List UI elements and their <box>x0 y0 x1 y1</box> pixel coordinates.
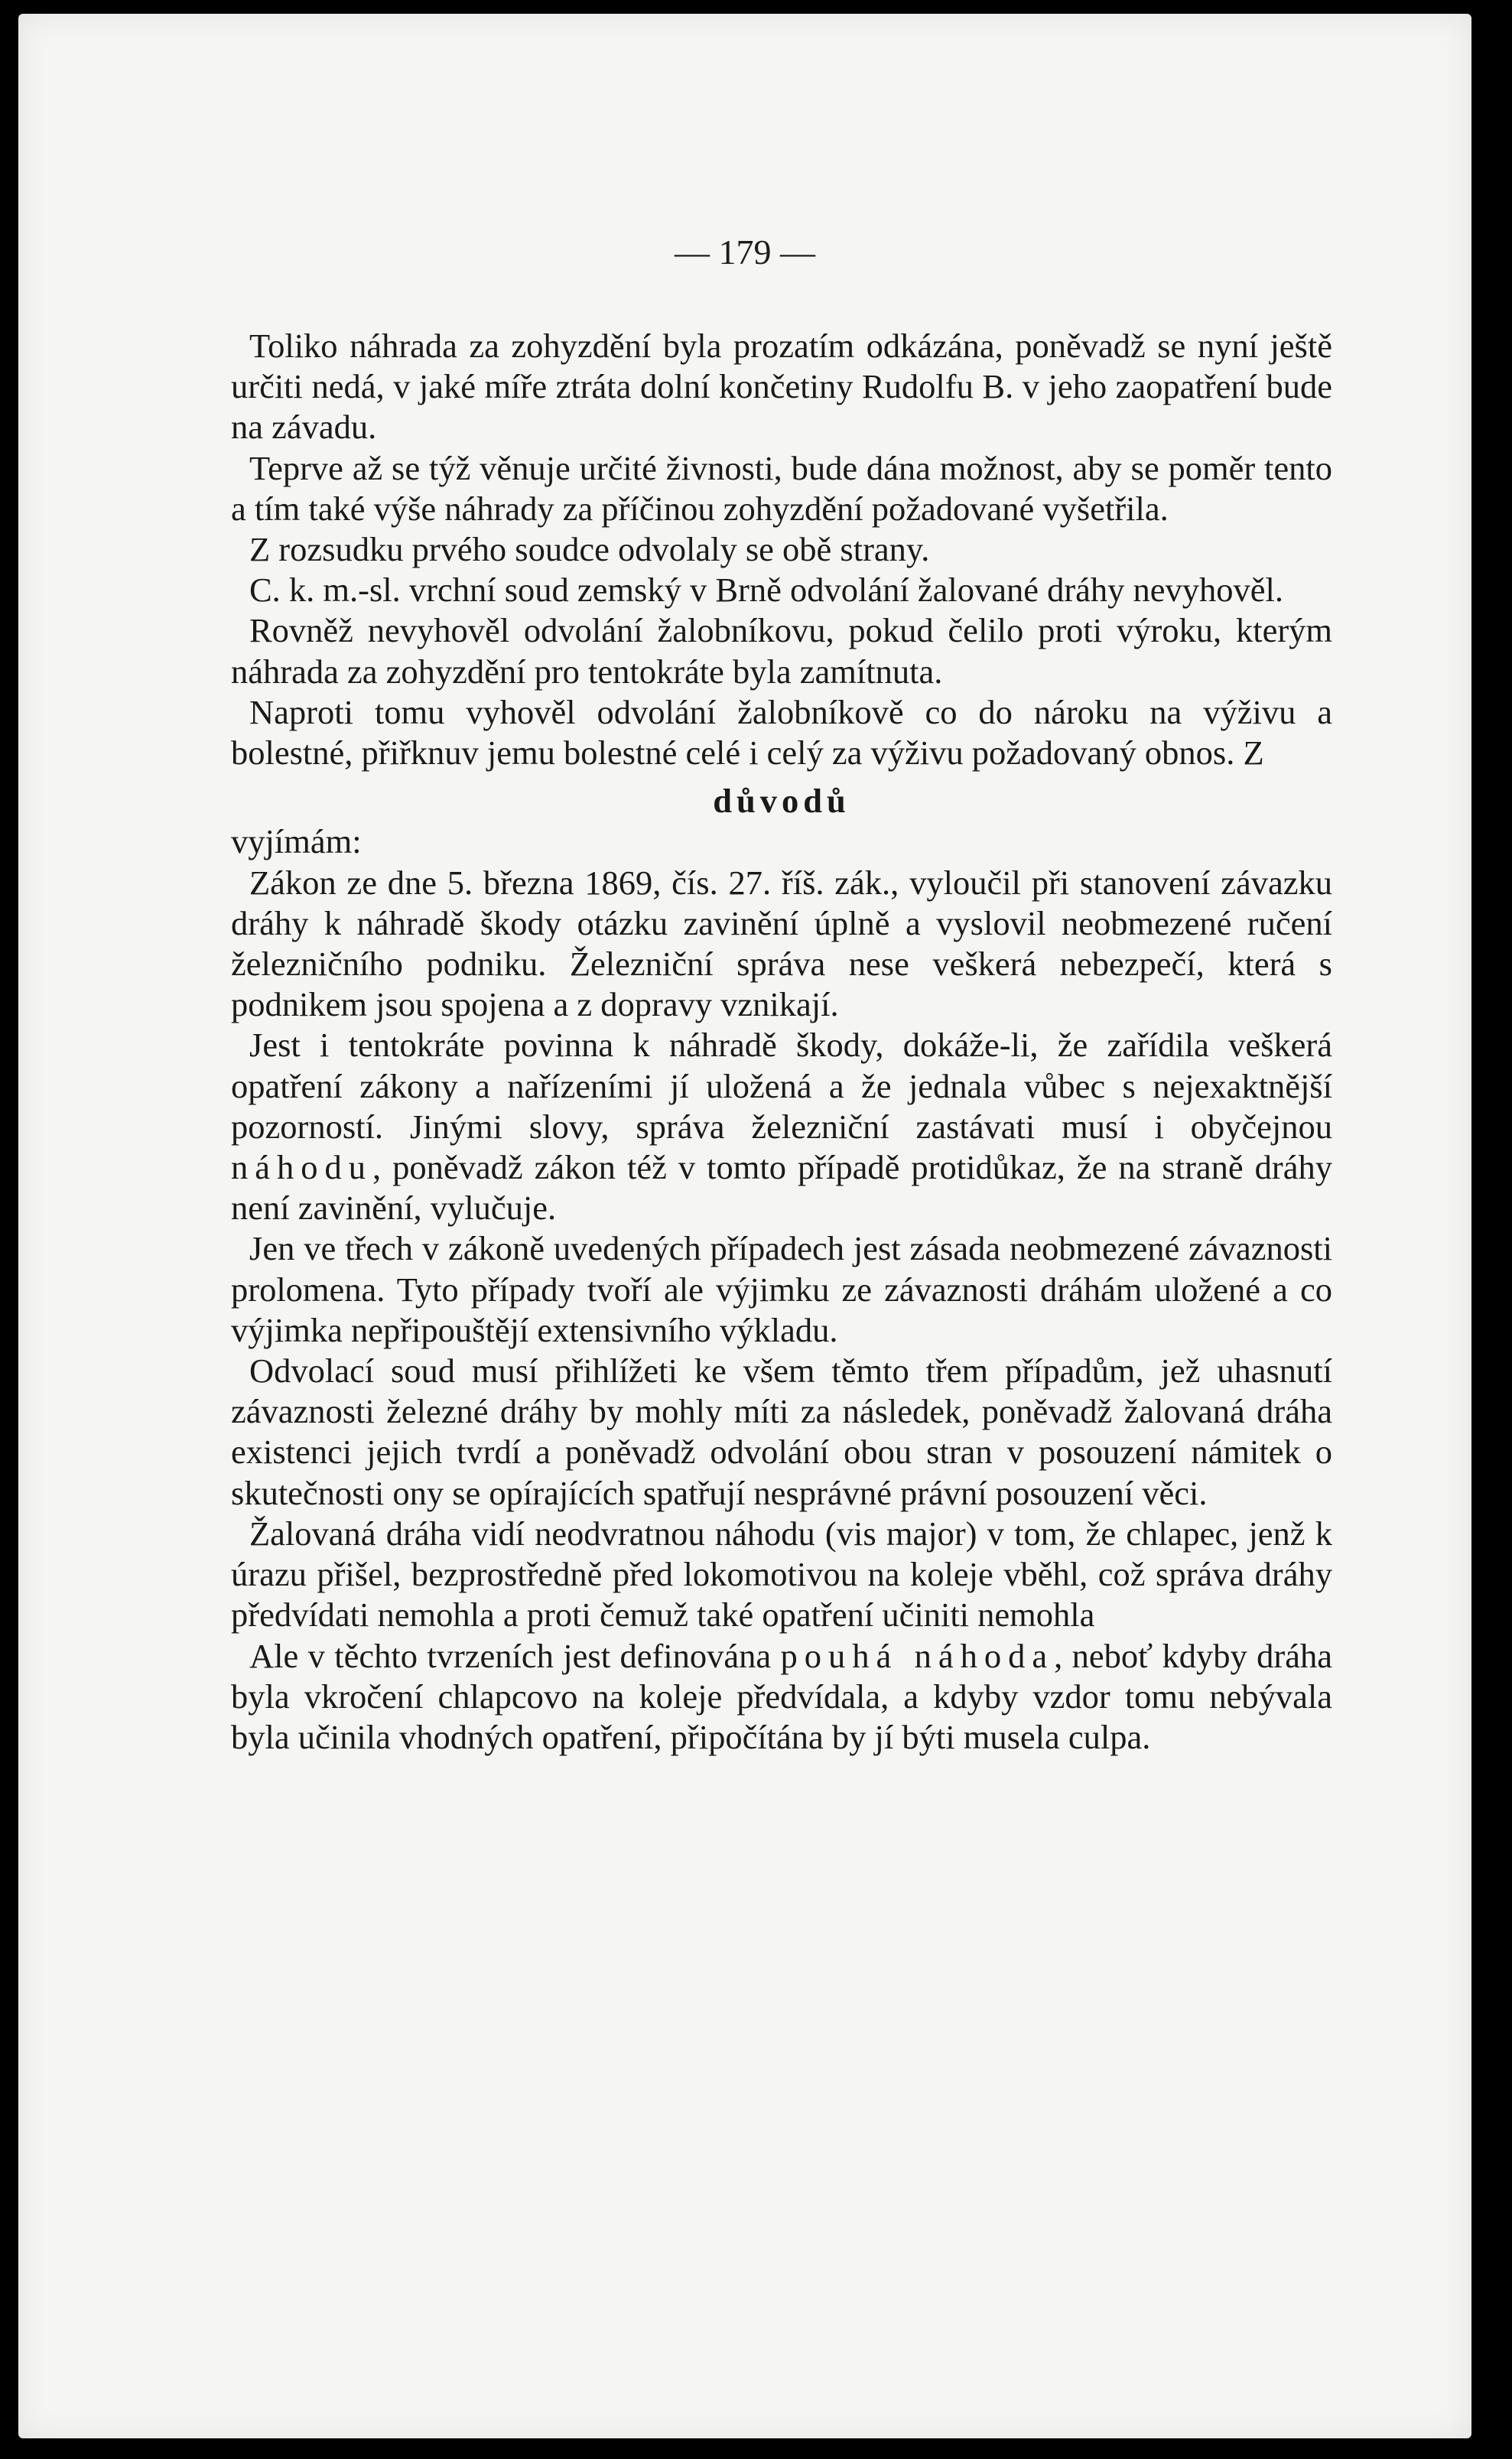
page-body <box>231 326 1332 1758</box>
paragraph-z-rozsudku: Z rozsudku prvého soudce odvolaly se obě strany. <box>249 530 930 569</box>
section-heading-duvodu: důvodů <box>713 782 850 821</box>
paragraph-naproti: Naproti tomu vyhověl odvolání žalobníkově co do nároku na výživu a bolestné, přiřknuv jemu bolestné celé i celý za výživu požadovaný obnos. Z <box>231 692 1332 773</box>
paragraph-ale <box>231 1636 1332 1758</box>
paragraph-ale-text-end: , neboť kdyby dráha byla vkročení chlapcovo na koleje předvídala, a kdyby vzdor tomu nebývala byla učinila vhodných opatření, připočítána by jí býti musela culpa. <box>231 1636 1332 1756</box>
page-number: — 179 — <box>675 233 815 272</box>
emphasis-pouha-nahoda: pouhá náhoda <box>780 1636 1055 1675</box>
paragraph-jest-text-end: , poněvadž zákon též v tomto případě protidůkaz, že na straně dráhy není zavinění, vylučuje. <box>231 1148 1332 1228</box>
paragraph-vrchni-soud: C. k. m.-sl. vrchní soud zemský v Brně odvolání žalované dráhy nevyhověl. <box>249 571 1284 610</box>
paragraph-jest <box>231 1025 1332 1228</box>
paragraph-odvolaci-soud: Odvolací soud musí přihlížeti ke všem těmto třem případům, jež uhasnutí závaznosti železné dráhy by mohly míti za následek, poněvadž žalovaná dráha existenci jejich tvrdí a poněvadž odvolání obou stran v posouzení námitek o skutečnosti ony se opírajících spatřují nesprávné právní posouzení věci. <box>231 1351 1332 1512</box>
paragraph-ale-text: Ale v těchto tvrzeních jest definována <box>249 1636 772 1675</box>
paragraph-toliko: Toliko náhrada za zohyzdění byla prozatím odkázána, poněvadž se nyní ještě určiti nedá, v jaké míře ztráta dolní končetiny Rudolfu B. v jeho zaopatření bude na závadu. <box>231 327 1332 447</box>
lead-in-vyjimam: vyjímám: <box>231 822 362 861</box>
paragraph-zakon: Zákon ze dne 5. března 1869, čís. 27. říš. zák., vyloučil při stanovení závazku dráhy k náhradě škody otázku zavinění úplně a vyslovil neobmezené ručení železničního podniku. Železniční správa nese veškerá nebezpečí, která s podnikem jsou spojena a z dopravy vznikají. <box>231 863 1332 1024</box>
paragraph-jen-ve-trech: Jen ve třech v zákoně uvedených případech jest zásada neobmezené závaznosti prolomena. Tyto případy tvoří ale výjimku ze závaznosti dráhám uložené a co výjimka nepřipouštějí extensivního výkladu. <box>231 1229 1332 1349</box>
paragraph-rovnez: Rovněž nevyhověl odvolání žalobníkovu, pokud čelilo proti výroku, kterým náhrada za zohyzdění pro tentokráte byla zamítnuta. <box>231 611 1332 691</box>
paragraph-jest-text: Jest i tentokráte povinna k náhradě škody, dokáže-li, že zařídila veškerá opatření zákony a nařízeními jí uložená a že jednala vůbec s nejexaktnější pozorností. Jinými slovy, správa železniční zastávati musí i obyčejnou <box>231 1026 1332 1146</box>
paragraph-teprve: Teprve až se týž věnuje určité živnosti, bude dána možnost, aby se poměr tento a tím také výše náhrady za příčinou zohyzdění požadované vyšetřila. <box>231 448 1332 528</box>
emphasis-nahodu: náhodu <box>231 1148 373 1187</box>
book-page <box>18 14 1471 2438</box>
paragraph-zalovana-draha: Žalovaná dráha vidí neodvratnou náhodu (vis major) v tom, že chlapec, jenž k úrazu přišel, bezprostředně před lokomotivou na koleje vběhl, což správa dráhy předvídati nemohla a proti čemuž také opatření učiniti nemohla <box>231 1514 1332 1634</box>
